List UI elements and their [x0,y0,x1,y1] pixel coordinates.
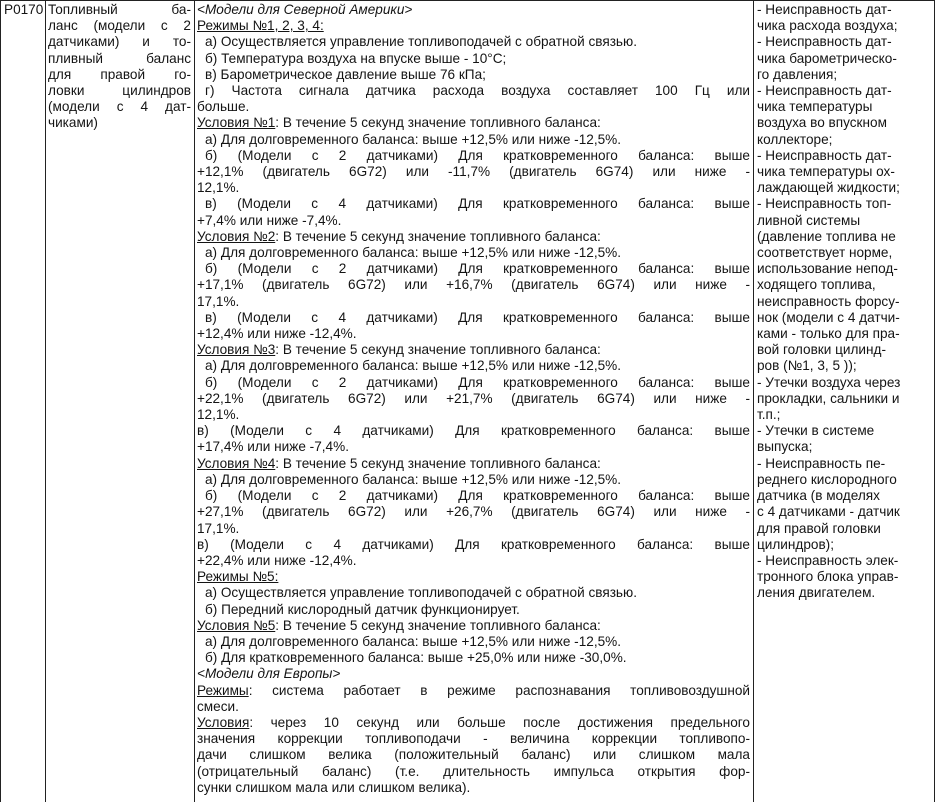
condition-line: б) Температура воздуха на впуске выше - 10°С; [205,50,507,66]
condition-line: в) (Модели с 4 датчиками) Для кратковременного баланса: выше [197,423,750,439]
condition-heading: Условия №1: В течение 5 секунд значение топливного баланса: [197,115,601,131]
condition-line: в) Барометрическое давление выше 76 кПа; [205,66,486,82]
cause-line: тронного блока управ- [757,569,899,585]
condition-line: а) Для долговременного баланса: выше +12,5% или ниже -12,5%. [205,131,622,147]
condition-line: б) Передний кислородный датчик функционирует. [205,601,520,617]
condition-heading: Условия №2: В течение 5 секунд значение топливного баланса: [197,228,601,244]
fault-name-line: пливный баланс [48,50,191,66]
condition-line: 12,1%. [197,180,240,196]
cause-line: - Неисправность пе- [757,455,886,471]
cause-line: нок (модели с 4 датчи- [757,309,900,325]
fault-name-line: (модели с 4 дат- [48,99,191,115]
cause-line: прокладки, сальники и [757,390,900,406]
cause-line: для правой головки [757,520,881,536]
condition-line: больше. [197,99,250,115]
condition-line: смеси. [197,698,239,714]
cause-line: ления двигателем. [757,585,876,601]
cause-line: чика расхода воздуха; [757,18,898,34]
condition-line: б) (Модели с 2 датчиками) Для кратковременного баланса: выше [205,261,750,277]
cause-line: соответствует норме, [757,245,893,261]
conditions-cell [197,2,750,796]
cause-line: цилиндров); [757,536,834,552]
condition-line: а) Для долговременного баланса: выше +12,5% или ниже -12,5%. [205,245,622,261]
cause-line: вой головки цилинд- [757,342,886,358]
condition-line: а) Для долговременного баланса: выше +12,5% или ниже -12,5%. [205,471,622,487]
cause-line: коллекторе; [757,131,833,147]
condition-heading: Условия: через 10 секунд или больше после достижения предельного [197,714,750,730]
condition-line: а) Осуществляется управление топливоподачей с обратной связью. [205,34,637,50]
mode-heading: Режимы №1, 2, 3, 4: [197,18,324,34]
fault-name-line: чиками) [48,115,98,131]
cause-line: - Неисправность дат- [757,2,892,17]
fault-name-cell [48,2,191,132]
causes-cell [757,2,933,602]
condition-heading: Режимы: система работает в режиме распознавания топливовоздушной [197,682,750,698]
cause-line: го давления; [757,66,838,82]
cause-line: - Неисправность дат- [757,83,892,99]
cause-line: использование непод- [757,261,898,277]
condition-line: 17,1%. [197,293,240,309]
condition-line: а) Осуществляется управление топливоподачей с обратной связью. [205,585,637,601]
condition-line: +12,1% (двигатель 6G72) или -11,7% (двигатель 6G74) или ниже - [197,164,750,180]
condition-line: а) Для долговременного баланса: выше +12,5% или ниже -12,5%. [205,633,622,649]
condition-line: (отрицательный баланс) (т.е. длительность импульса открытия фор- [197,763,750,779]
cause-line: ками - только для пра- [757,326,900,342]
fault-name-line: датчиками) и то- [48,34,191,50]
condition-line: +17,4% или ниже -7,4%. [197,439,349,455]
condition-line: значения коррекции топливоподачи - величина коррекции топливопо- [197,731,750,747]
cause-line: выпуска; [757,439,813,455]
cause-line: лаждающей жидкости; [757,180,900,196]
cause-line: - Неисправность дат- [757,34,892,50]
cause-line: т.п.; [757,407,781,423]
column-divider [194,1,195,802]
cause-line: - Неисправность дат- [757,147,892,163]
fault-name-line: для правой го- [48,66,191,82]
condition-line: сунки слишком мала или слишком велика). [197,779,471,795]
cause-line: датчика (в моделях [757,488,880,504]
cause-line: реднего кислородного [757,471,897,487]
condition-heading: Условия №3: В течение 5 секунд значение топливного баланса: [197,342,601,358]
cause-line: воздуха во впускном [757,115,887,131]
condition-line: б) (Модели с 2 датчиками) Для кратковременного баланса: выше [205,488,750,504]
mode-heading: Режимы №5: [197,569,279,585]
region-heading: <Модели для Северной Америки> [197,2,413,17]
cause-line: ливной системы [757,212,861,228]
condition-line: в) (Модели с 4 датчиками) Для кратковременного баланса: выше [205,309,750,325]
cause-line: - Неисправность топ- [757,196,892,212]
fault-name-line: ловки цилиндров [48,83,191,99]
condition-line: в) (Модели с 4 датчиками) Для кратковременного баланса: выше [197,536,750,552]
cause-line: ров (№1, 3, 5 )); [757,358,857,374]
condition-heading: Условия №5: В течение 5 секунд значение топливного баланса: [197,617,601,633]
condition-line: а) Для долговременного баланса: выше +12,5% или ниже -12,5%. [205,358,622,374]
condition-line: б) (Модели с 2 датчиками) Для кратковременного баланса: выше [205,374,750,390]
condition-line: б) Для кратковременного баланса: выше +25,0% или ниже -30,0%. [205,650,627,666]
column-divider [45,1,46,802]
cause-line: чика барометрическо- [757,50,897,66]
condition-line: б) (Модели с 2 датчиками) Для кратковременного баланса: выше [205,147,750,163]
condition-line: +12,4% или ниже -12,4%. [197,326,357,342]
page-cutoff [196,795,749,802]
fault-code-cell [4,2,44,18]
condition-line: +17,1% (двигатель 6G72) или +16,7% (двигатель 6G74) или ниже - [197,277,750,293]
fault-code: P0170 [4,2,44,17]
condition-line: дачи слишком велика (положительный баланс) или слишком мала [197,747,750,763]
condition-heading: Условия №4: В течение 5 секунд значение топливного баланса: [197,455,601,471]
fault-name-line: Топливный ба- [48,2,191,17]
cause-line: - Утечки воздуха через [757,374,901,390]
condition-line: +22,1% (двигатель 6G72) или +21,7% (двигатель 6G74) или ниже - [197,390,750,406]
condition-line: в) (Модели с 4 датчиками) Для кратковременного баланса: выше [205,196,750,212]
condition-line: +27,1% (двигатель 6G72) или +26,7% (двигатель 6G74) или ниже - [197,504,750,520]
cause-line: чика температуры [757,99,873,115]
condition-line: 17,1%. [197,520,240,536]
condition-line: +7,4% или ниже -7,4%. [197,212,342,228]
fault-name-line: ланс (модели с 2 [48,18,191,34]
cause-line: - Утечки в системе [757,423,875,439]
condition-line: г) Частота сигнала датчика расхода воздуха составляет 100 Гц или [205,83,750,99]
cause-line: с 4 датчиками - датчик [757,504,900,520]
cause-line: (давление топлива не [757,228,896,244]
condition-line: 12,1%. [197,407,240,423]
cause-line: - Неисправность элек- [757,552,899,568]
cause-line: чика температуры ох- [757,164,895,180]
column-divider [753,1,754,802]
region-heading: <Модели для Европы> [197,666,341,682]
cause-line: ходящего топлива, [757,277,876,293]
cause-line: неисправность форсу- [757,293,900,309]
condition-line: +22,4% или ниже -12,4%. [197,552,357,568]
